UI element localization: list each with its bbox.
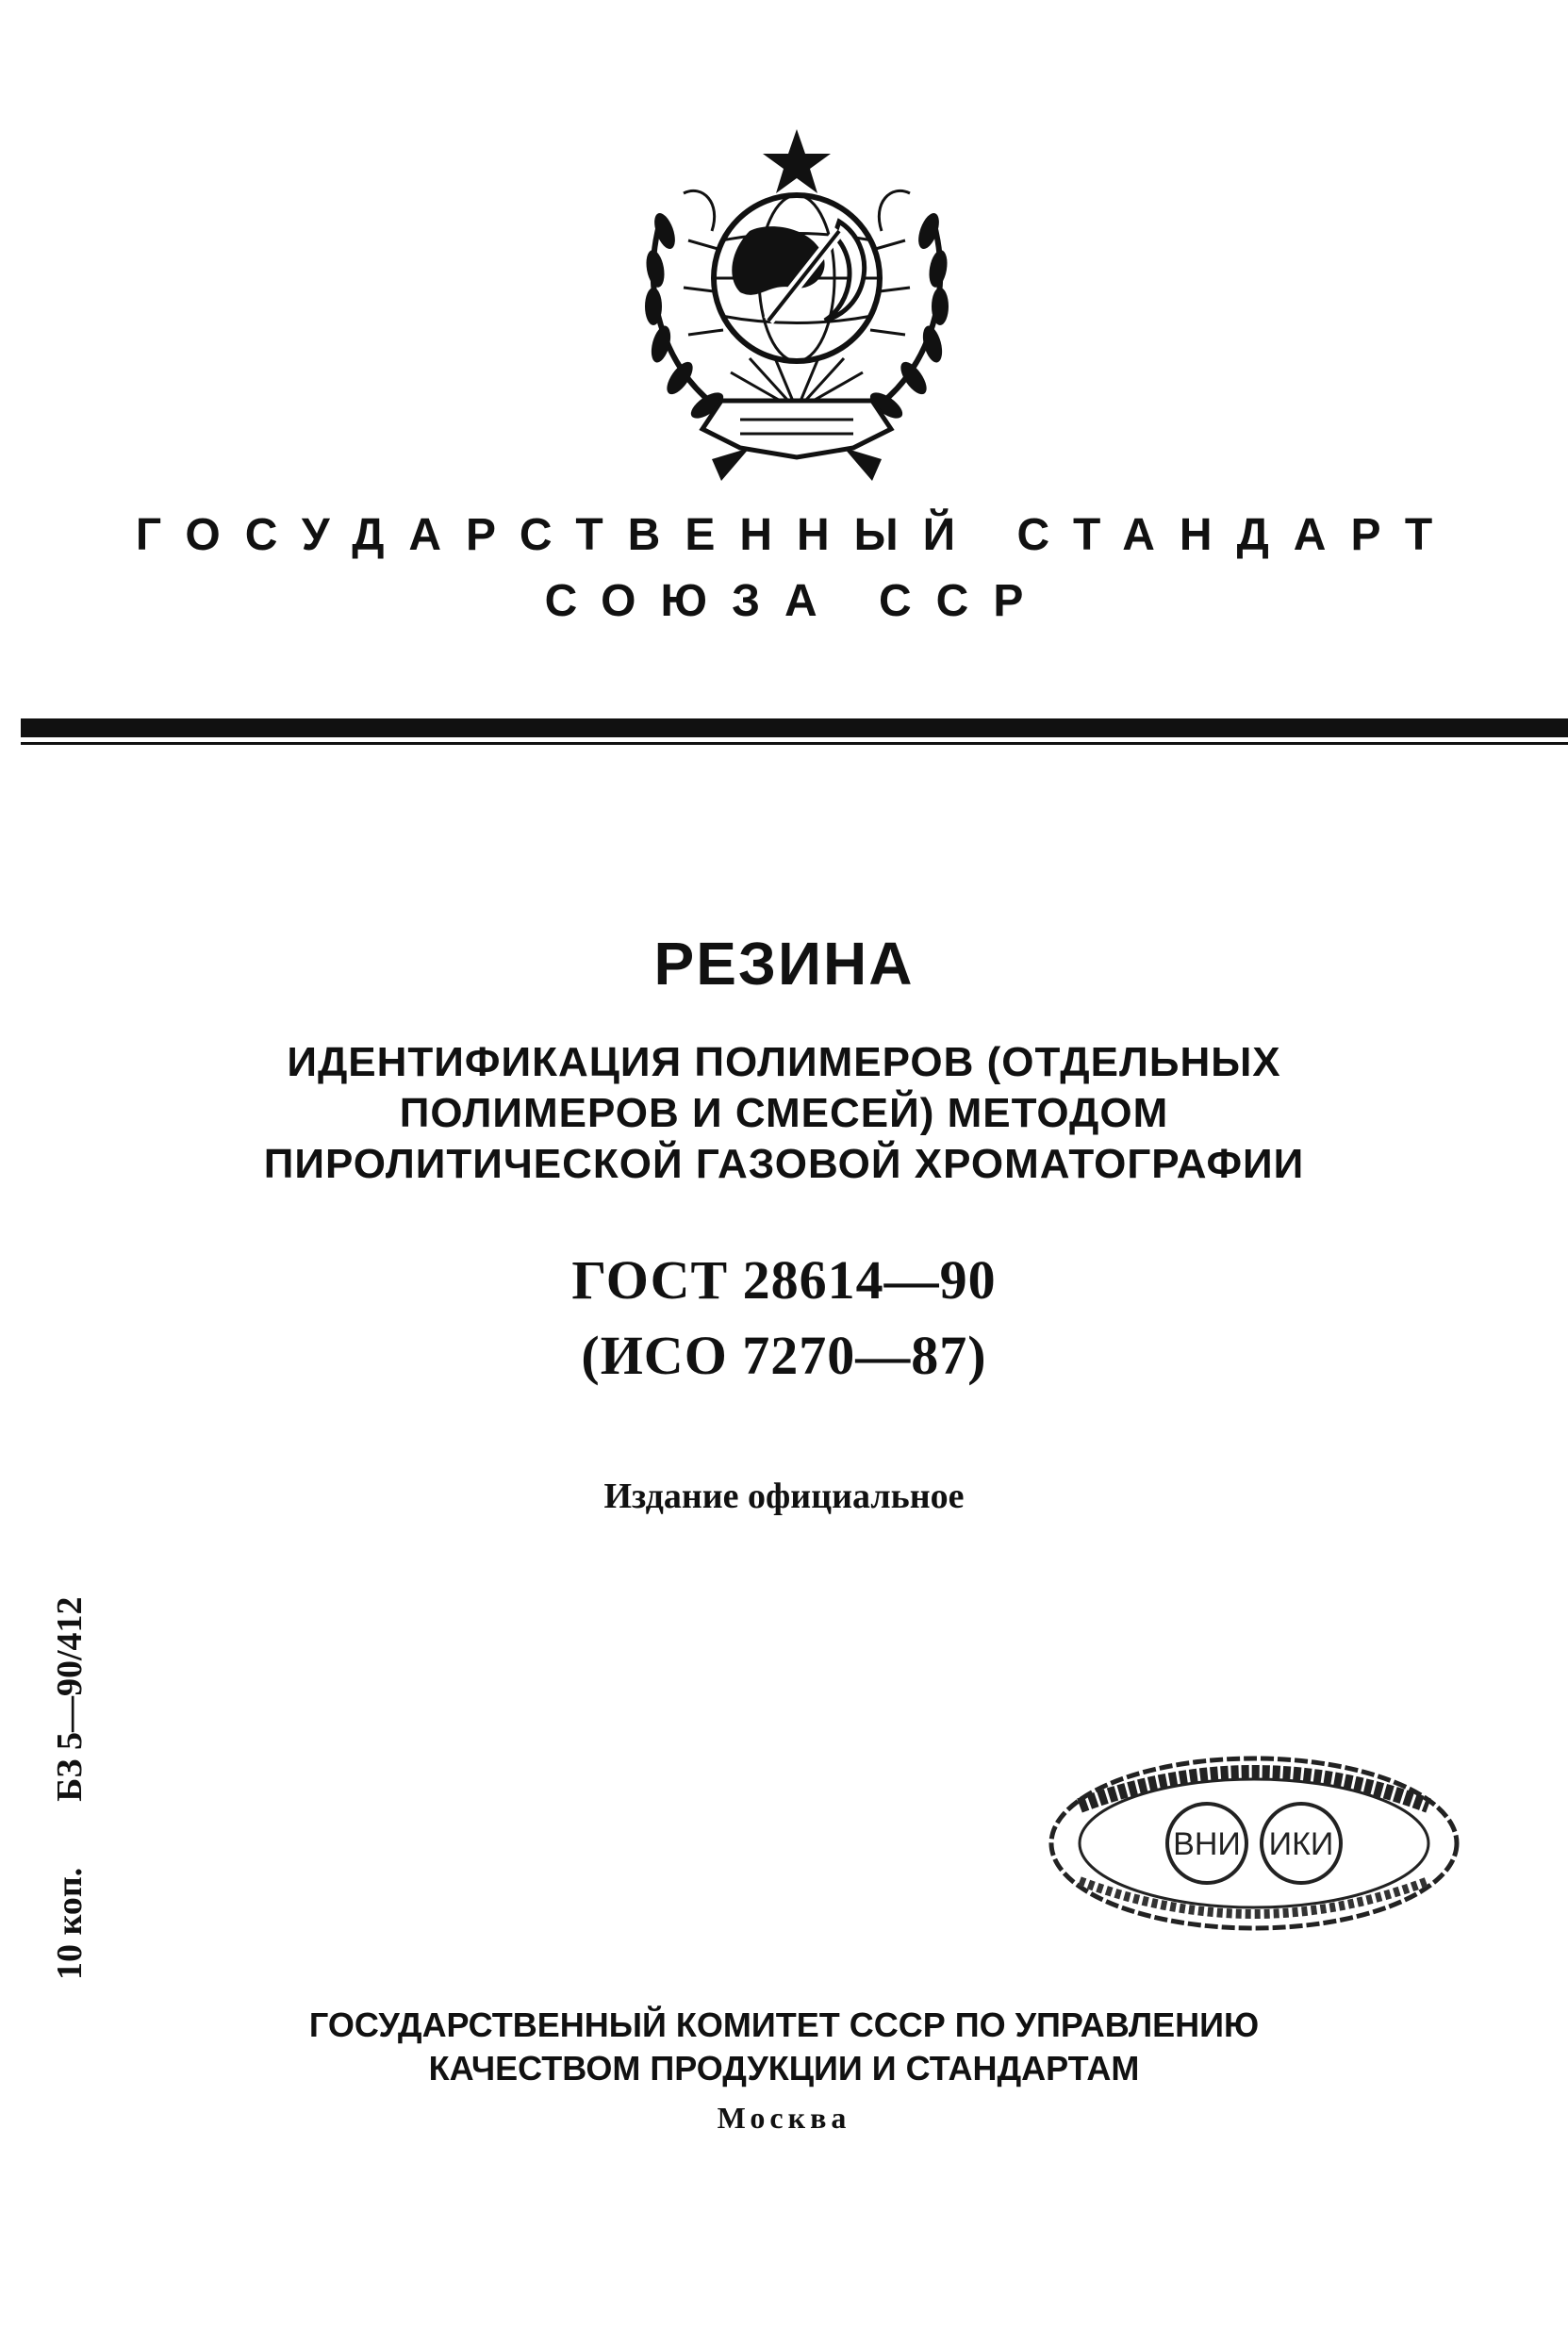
catalog-code: БЗ 5—90/412 <box>50 1596 90 1802</box>
stamp-left-text: ВНИ <box>1173 1826 1241 1862</box>
subtitle-line-3: ПИРОЛИТИЧЕСКОЙ ГАЗОВОЙ ХРОМАТОГРАФИИ <box>263 1141 1305 1187</box>
gost-number: ГОСТ 28614—90 <box>571 1249 997 1311</box>
document-title: РЕЗИНА <box>653 930 915 998</box>
subtitle-line-2: ПОЛИМЕРОВ И СМЕСЕЙ) МЕТОДОМ <box>399 1090 1169 1136</box>
header-line-1: ГОСУДАРСТВЕННЫЙ СТАНДАРТ <box>135 510 1458 560</box>
header-line-2: СОЮЗА ССР <box>544 576 1048 626</box>
stamp-right-text: ИКИ <box>1268 1826 1334 1862</box>
side-imprint <box>49 1596 91 1980</box>
iso-number: (ИСО 7270—87) <box>581 1325 987 1386</box>
publisher-city: Москва <box>717 2101 851 2135</box>
subtitle-line-1: ИДЕНТИФИКАЦИЯ ПОЛИМЕРОВ (ОТДЕЛЬНЫХ <box>287 1039 1281 1085</box>
price-label: 10 коп. <box>50 1867 90 1980</box>
header-rule-thin <box>21 742 1568 745</box>
edition-label: Издание официальное <box>603 1477 965 1516</box>
document-subtitle <box>0 1037 1568 1190</box>
publisher-block <box>0 2004 1568 2090</box>
publisher-line-2: КАЧЕСТВОМ ПРОДУКЦИИ И СТАНДАРТАМ <box>428 2049 1140 2088</box>
library-stamp-icon <box>1042 1749 1466 1938</box>
header-rule <box>21 718 1568 737</box>
publisher-line-1: ГОСУДАРСТВЕННЫЙ КОМИТЕТ СССР ПО УПРАВЛЕНИЮ <box>308 2005 1260 2044</box>
standard-numbers <box>0 1243 1568 1394</box>
ussr-emblem-icon <box>618 118 976 486</box>
